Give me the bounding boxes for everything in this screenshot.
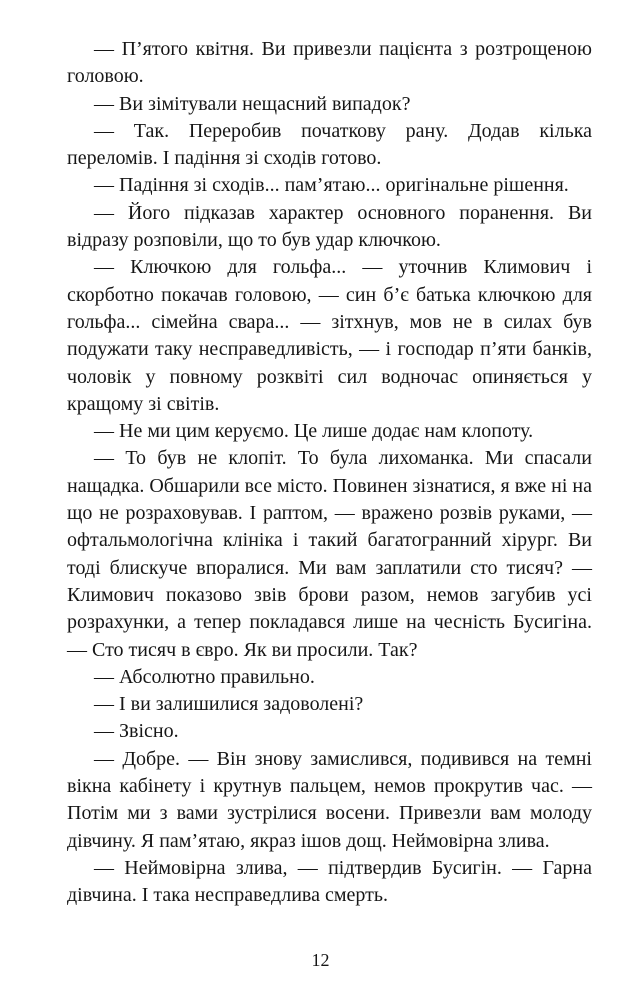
paragraph: — То був не клопіт. То була лихоманка. Ми спасали нащадка. Обшарили все місто. Повинен зізнатися, я вже ні на що не розраховував. І раптом, — вражено розвів руками, — офтальмологічна клініка і такий багатогранний хірург. Ви тоді блискуче впоралися. Ми вам заплатили сто тисяч? — Климович показово звів брови разом, немов загубив усі розрахунки, а тепер покладався лише на чесність Бусигіна. — Сто тисяч в євро. Як ви просили. Так? bbox=[67, 447, 592, 661]
page-text-block bbox=[67, 36, 592, 910]
paragraph: — Неймовірна злива, — підтвердив Бусигін. — Гарна дівчина. І така несправедлива смерть. bbox=[67, 856, 592, 907]
paragraph: — П’ятого квітня. Ви привезли пацієнта з розтрощеною головою. bbox=[67, 38, 592, 88]
paragraph: — Ключкою для гольфа... — уточнив Климович і скорботно покачав головою, — син б’є батька ключкою для гольфа... сімейна свара... — зітхнув, мов не в силах був подужати таку несправедливість, — і господар п’яти банків, чоловік у повному розквіті сил водночас опиняється у кращому зі світів. bbox=[67, 256, 592, 415]
paragraph: — Падіння зі сходів... пам’ятаю... оригінальне рішення. bbox=[94, 174, 569, 197]
paragraph: — Абсолютно правильно. bbox=[94, 665, 315, 688]
paragraph: — Не ми цим керуємо. Це лише додає нам клопоту. bbox=[94, 420, 534, 443]
page-number: 12 bbox=[311, 950, 330, 970]
paragraph: — І ви залишилися задоволені? bbox=[94, 693, 364, 716]
paragraph: — Так. Переробив початкову рану. Додав кілька переломів. І падіння зі сходів готово. bbox=[67, 119, 592, 170]
paragraph: — Добре. — Він знову замислився, подивився на темні вікна кабінету і крутнув пальцем, немов прокрутив час. — Потім ми з вами зустрілися восени. Привезли вам молоду дівчину. Я пам’ятаю, якраз ішов дощ. Неймовірна злива. bbox=[67, 747, 592, 852]
paragraph: — Звісно. bbox=[94, 720, 179, 743]
paragraph: — Його підказав характер основного поранення. Ви відразу розповіли, що то був удар ключкою. bbox=[67, 201, 592, 252]
paragraph: — Ви зімітували нещасний випадок? bbox=[94, 92, 411, 115]
